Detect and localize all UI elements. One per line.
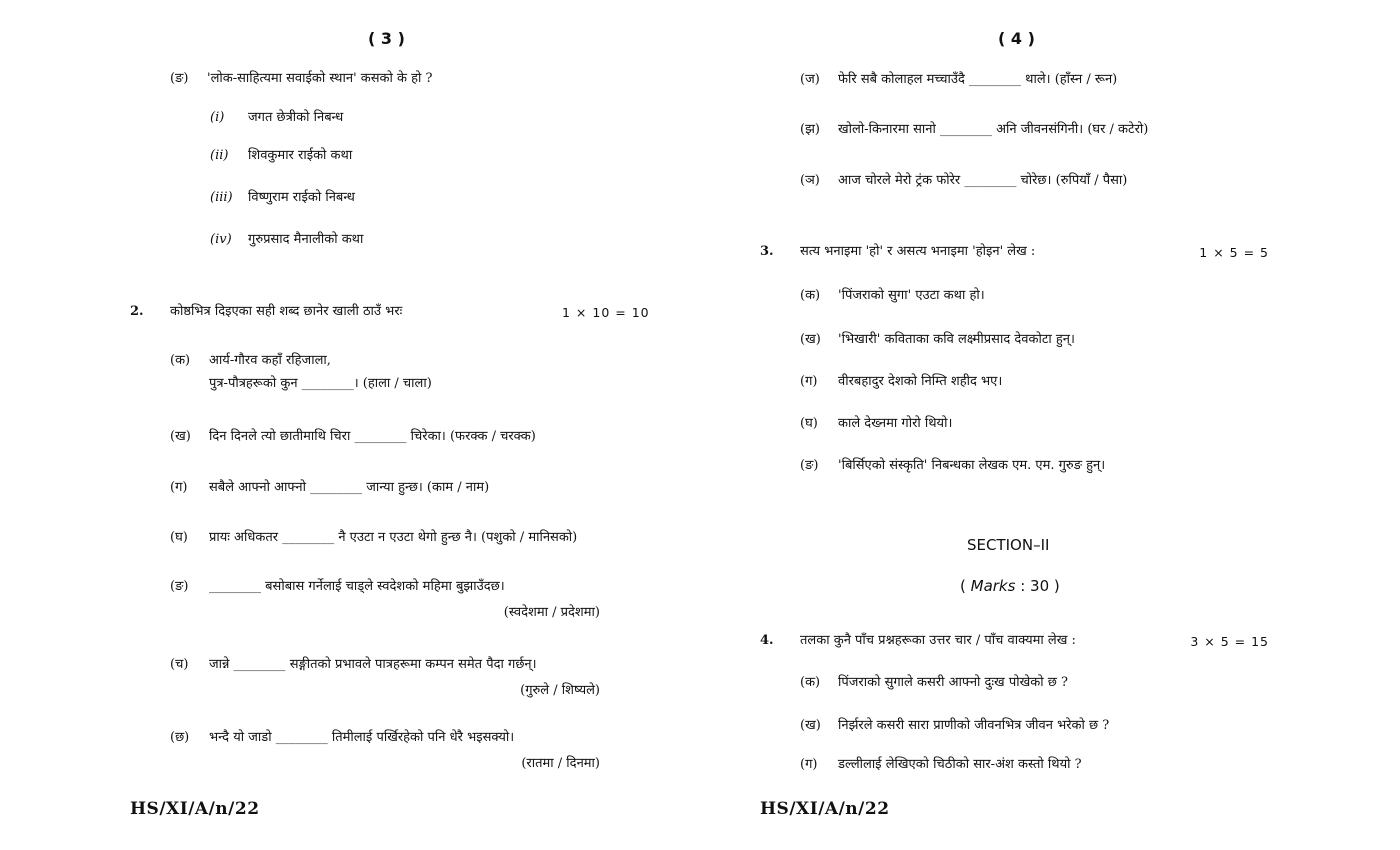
item-label: (ङ) bbox=[800, 458, 819, 473]
item-text: ________ बसोबास गर्नेलाई चाड्ले स्वदेशको महिमा बुझाउँदछ। bbox=[209, 579, 505, 594]
question-text: सत्य भनाइमा 'हो' र असत्य भनाइमा 'होइन' लेख : bbox=[800, 244, 1036, 259]
item-text: डल्लीलाई लेखिएको चिठीको सार-अंश कस्तो थियो ? bbox=[838, 757, 1082, 772]
item-text: 'भिखारी' कविताका कवि लक्ष्मीप्रसाद देवकोटा हुन्। bbox=[838, 332, 1075, 347]
item-label: (ग) bbox=[800, 374, 818, 389]
page-number-right: ( 4 ) bbox=[998, 29, 1035, 48]
option-number: (iv) bbox=[210, 232, 232, 247]
question-label: (ङ) bbox=[170, 71, 189, 86]
item-text: 'पिंजराको सुगा' एउटा कथा हो। bbox=[838, 288, 985, 303]
item-text: जान्ने ________ सङ्गीतको प्रभावले पात्रहरूमा कम्पन समेत पैदा गर्छन्। bbox=[209, 657, 537, 672]
item-text: काले देख्नमा गोरो थियो। bbox=[838, 416, 953, 431]
item-label: (ग) bbox=[170, 480, 188, 495]
option-text: विष्णुराम राईको निबन्ध bbox=[248, 190, 355, 205]
question-number: 4. bbox=[760, 633, 774, 648]
option-text: शिवकुमार राईको कथा bbox=[248, 148, 353, 163]
section-marks: ( Marks : 30 ) bbox=[960, 577, 1060, 595]
option-number: (iii) bbox=[210, 190, 233, 205]
item-label: (ख) bbox=[800, 332, 821, 347]
item-text: आर्य-गौरव कहाँ रहिजाला, bbox=[209, 353, 331, 368]
item-label: (ग) bbox=[800, 757, 818, 772]
item-label: (च) bbox=[170, 657, 189, 672]
section-title: SECTION–II bbox=[967, 536, 1050, 554]
item-label: (छ) bbox=[170, 730, 190, 745]
question-text: कोष्ठभित्र दिइएका सही शब्द छानेर खाली ठाउँ भरः bbox=[170, 304, 403, 319]
item-choices: (गुरुले / शिष्यले) bbox=[520, 683, 600, 698]
option-text: जगत छेत्रीको निबन्ध bbox=[248, 110, 344, 125]
paper-code-left: HS/XI/A/n/22 bbox=[130, 799, 260, 819]
item-label: (ङ) bbox=[170, 579, 189, 594]
item-label: (क) bbox=[170, 353, 191, 368]
option-text: गुरुप्रसाद मैनालीको कथा bbox=[248, 232, 364, 247]
item-text: पिंजराको सुगाले कसरी आफ्नो दुःख पोखेको छ ? bbox=[838, 675, 1068, 690]
item-text: प्रायः अधिकतर ________ नै एउटा न एउटा थेगो हुन्छ नै। (पशुको / मानिसको) bbox=[209, 530, 578, 545]
item-text: फेरि सबै कोलाहल मच्चाउँदै ________ थाले। (हाँस्न / रून) bbox=[838, 72, 1118, 87]
option-number: (i) bbox=[210, 110, 225, 125]
item-text: निर्झरले कसरी सारा प्राणीको जीवनभित्र जीवन भरेको छ ? bbox=[838, 718, 1110, 733]
item-text: वीरबहादुर देशको निम्ति शहीद भए। bbox=[838, 374, 1003, 389]
question-marks: 1 × 5 = 5 bbox=[1199, 245, 1269, 260]
question-number: 2. bbox=[130, 304, 144, 319]
question-text: तलका कुनै पाँच प्रश्नहरूका उत्तर चार / पाँच वाक्यमा लेख : bbox=[800, 633, 1076, 648]
item-text: सबैले आफ्नो आफ्नो ________ जान्या हुन्छ। (काम / नाम) bbox=[209, 480, 490, 495]
item-text: दिन दिनले त्यो छातीमाथि चिरा ________ चिरेका। (फरक्क / चरक्क) bbox=[209, 429, 536, 444]
section-marks-label: Marks bbox=[970, 577, 1016, 595]
paper-code-right: HS/XI/A/n/22 bbox=[760, 799, 890, 819]
item-label: (घ) bbox=[170, 530, 188, 545]
question-text: 'लोक-साहित्यमा सवाईको स्थान' कसको के हो ? bbox=[207, 71, 433, 86]
item-text: खोलो-किनारमा सानो ________ अनि जीवनसंगिनी। (घर / कटेरो) bbox=[838, 122, 1149, 137]
option-number: (ii) bbox=[210, 148, 229, 163]
item-label: (क) bbox=[800, 675, 821, 690]
item-label: (ख) bbox=[800, 718, 821, 733]
item-label: (झ) bbox=[800, 122, 820, 137]
question-marks: 1 × 10 = 10 bbox=[562, 305, 650, 320]
item-text: पुत्र-पौत्रहरूको कुन ________। (हाला / चाला) bbox=[209, 376, 432, 391]
question-marks: 3 × 5 = 15 bbox=[1190, 634, 1269, 649]
item-choices: (स्वदेशमा / प्रदेशमा) bbox=[503, 605, 600, 620]
item-text: भन्दै यो जाडो ________ तिमीलाई पर्खिरहेको पनि धेरै भइसक्यो। bbox=[209, 730, 515, 745]
page-number-left: ( 3 ) bbox=[368, 29, 405, 48]
item-label: (ख) bbox=[170, 429, 191, 444]
item-choices: (रातमा / दिनमा) bbox=[521, 756, 600, 771]
item-text: 'बिर्सिएको संस्कृति' निबन्धका लेखक एम. एम. गुरुङ हुन्। bbox=[838, 458, 1106, 473]
item-label: (ञ) bbox=[800, 173, 820, 188]
item-label: (क) bbox=[800, 288, 821, 303]
item-label: (घ) bbox=[800, 416, 818, 431]
item-text: आज चोरले मेरो ट्रंक फोरेर ________ चोरेछ। (रुपियाँ / पैसा) bbox=[838, 173, 1128, 188]
question-number: 3. bbox=[760, 244, 774, 259]
section-marks-value: : 30 bbox=[1020, 577, 1050, 595]
item-label: (ज) bbox=[800, 72, 820, 87]
